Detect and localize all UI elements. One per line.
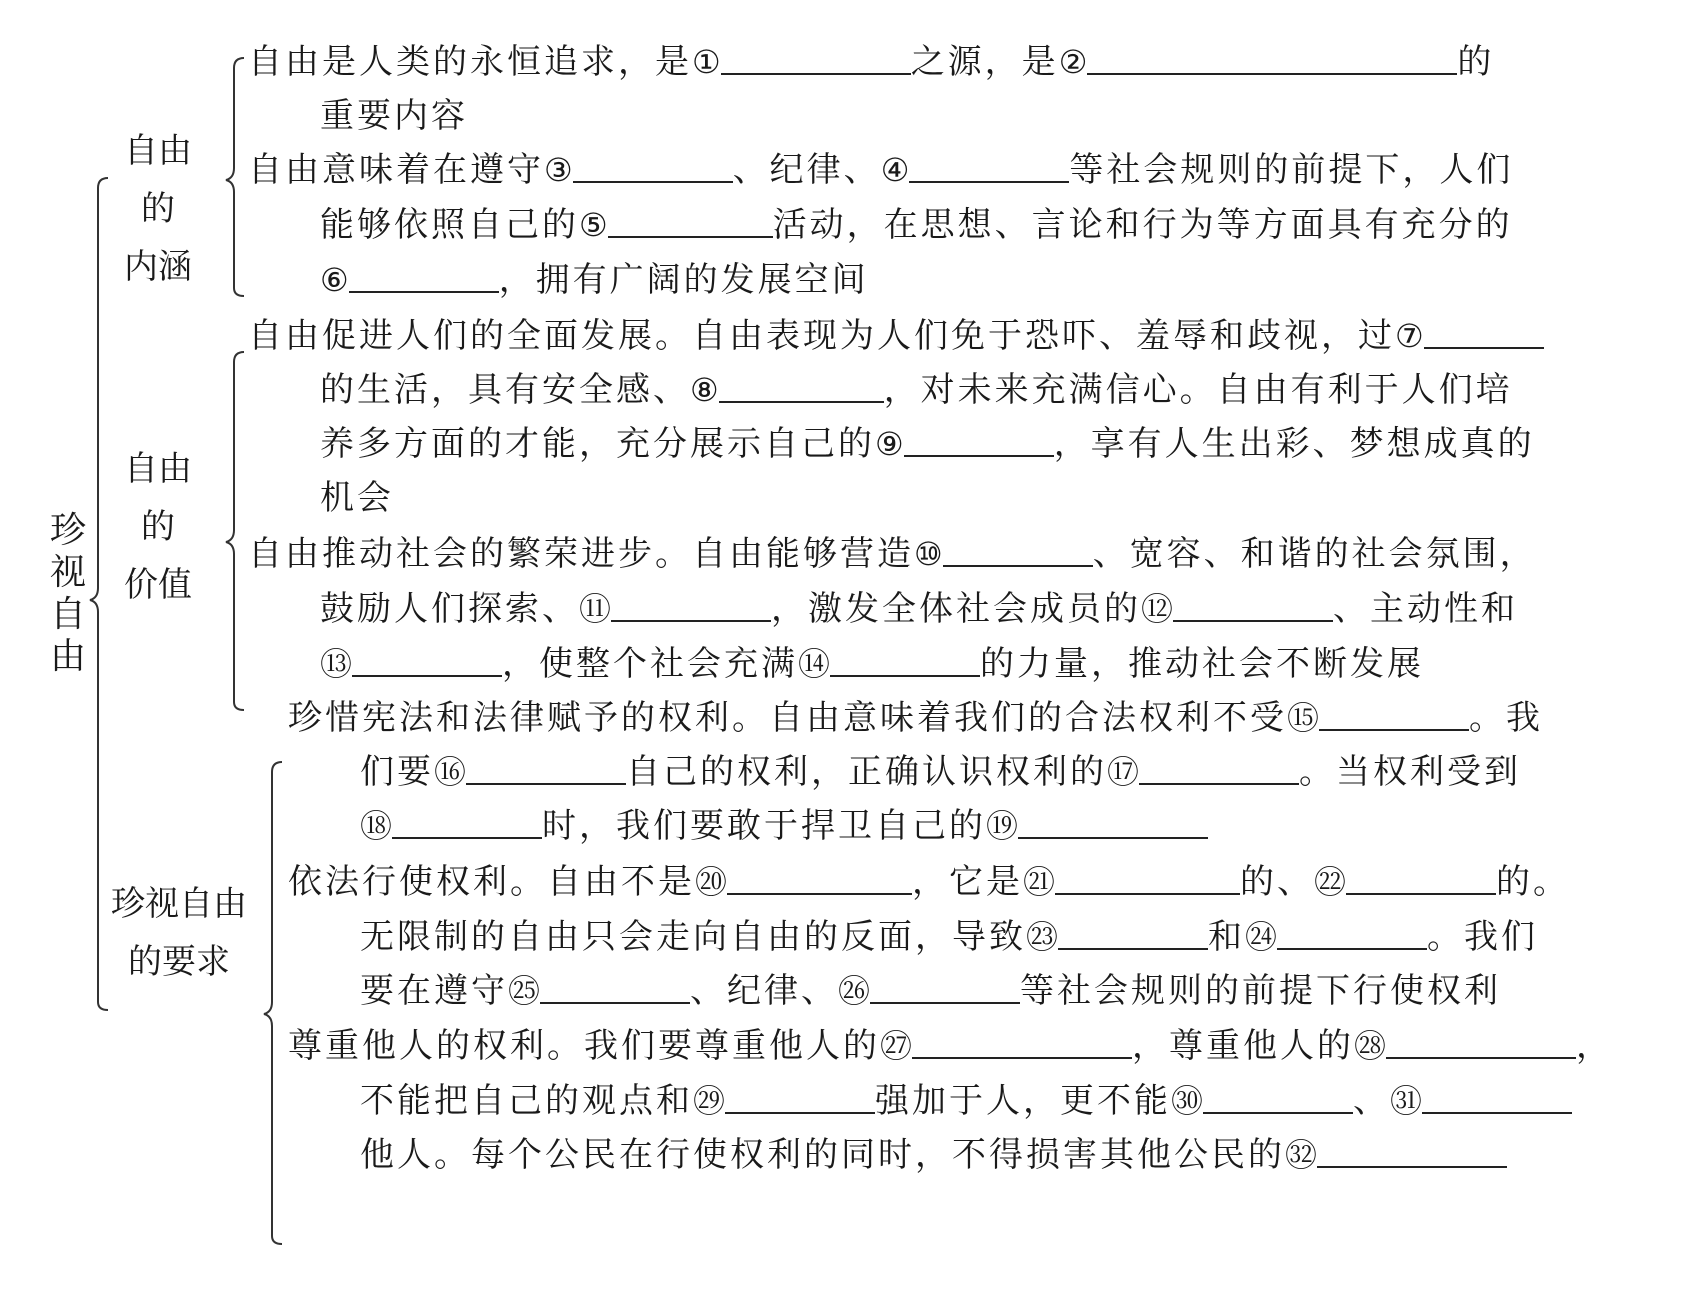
blank-number: ⑨ (875, 425, 904, 463)
content-line (288, 698, 1543, 738)
content-line (248, 42, 1494, 82)
fill-blank[interactable] (1319, 699, 1469, 731)
text-segment: 机会 (320, 478, 394, 518)
text-segment: 不能把自己的观点和 (360, 1081, 693, 1121)
blank-number: ⑩ (914, 535, 943, 573)
content-line (360, 1081, 1572, 1121)
blank-number: ⑳ (695, 863, 728, 901)
fill-blank[interactable] (352, 645, 502, 677)
blank-number: ④ (880, 151, 910, 189)
blank-number: ⑭ (798, 645, 831, 683)
content-line (320, 478, 394, 518)
text-segment: ，享有人生出彩、梦想成真的 (1053, 424, 1535, 464)
fill-blank[interactable] (870, 972, 1020, 1004)
fill-blank[interactable] (1203, 1082, 1353, 1114)
blank-number: ⑥ (320, 261, 349, 299)
blank-number: ㉛ (1390, 1082, 1423, 1120)
content-line (288, 1026, 1613, 1066)
blank-number: ⑧ (690, 371, 719, 409)
content-line (360, 752, 1521, 792)
text-segment: 、 (1353, 1081, 1391, 1121)
fill-blank[interactable] (349, 261, 499, 293)
text-segment: 能够依照自己的 (320, 205, 579, 245)
content-line (320, 424, 1535, 464)
fill-blank[interactable] (830, 645, 980, 677)
section-title-line: 自由的 (124, 131, 192, 229)
content-line (320, 589, 1518, 629)
blank-number: ㉘ (1354, 1027, 1387, 1065)
text-segment: 依法行使权利。自由不是 (288, 862, 695, 902)
content-line (360, 917, 1538, 957)
blank-number: ② (1058, 43, 1088, 81)
blank-number: ⑪ (579, 590, 612, 628)
section-title-line: 自由的 (124, 449, 192, 547)
content-line (360, 1135, 1507, 1175)
fill-blank[interactable] (719, 371, 884, 403)
text-segment: 他人。每个公民在行使权利的同时，不得损害其他公民的 (360, 1135, 1285, 1175)
fill-blank[interactable] (392, 807, 542, 839)
section-title (108, 122, 208, 296)
fill-blank[interactable] (1386, 1027, 1576, 1059)
fill-blank[interactable] (1087, 43, 1457, 75)
fill-blank[interactable] (725, 1082, 875, 1114)
blank-number: ㉓ (1026, 918, 1059, 956)
fill-blank[interactable] (904, 425, 1054, 457)
content-line (248, 534, 1537, 574)
text-segment: 的力量，推动社会不断发展 (980, 644, 1425, 684)
fill-blank[interactable] (1424, 317, 1544, 349)
blank-number: ⑮ (1287, 699, 1320, 737)
fill-blank[interactable] (1346, 863, 1496, 895)
fill-blank[interactable] (1139, 753, 1299, 785)
blank-number: ⑫ (1141, 590, 1174, 628)
fill-blank[interactable] (611, 590, 771, 622)
blank-number: ㉚ (1171, 1082, 1204, 1120)
section-title (104, 875, 254, 991)
text-segment: 自己的权利，正确认识权利的 (626, 752, 1108, 792)
text-segment: ，尊重他人的 (1132, 1026, 1355, 1066)
blank-number: ⑰ (1107, 753, 1140, 791)
text-segment: 的 (1457, 42, 1495, 82)
text-segment: 、宽容、和谐的社会氛围， (1092, 534, 1537, 574)
text-segment: 的、 (1240, 862, 1315, 902)
text-segment: ，激发全体社会成员的 (771, 589, 1142, 629)
text-segment: ，拥有广阔的发展空间 (498, 260, 869, 300)
blank-number: ⑤ (579, 206, 608, 244)
root-label: 珍视自由 (49, 510, 86, 677)
text-segment: 自由意味着在遵守 (248, 150, 544, 190)
text-segment: 。我 (1469, 698, 1544, 738)
fill-blank[interactable] (909, 151, 1069, 183)
text-segment: 珍惜宪法和法律赋予的权利。自由意味着我们的合法权利不受 (288, 698, 1287, 738)
fill-blank[interactable] (540, 972, 690, 1004)
text-segment: 。我们 (1427, 917, 1539, 957)
content-line (320, 260, 869, 300)
fill-blank[interactable] (1317, 1136, 1507, 1168)
content-line (248, 150, 1513, 190)
text-segment: 鼓励人们探索、 (320, 589, 579, 629)
blank-number: ㉙ (693, 1082, 726, 1120)
blank-number: ㉒ (1314, 863, 1347, 901)
fill-blank[interactable] (912, 1027, 1132, 1059)
blank-number: ㉜ (1285, 1136, 1318, 1174)
blank-number: ㉑ (1023, 863, 1056, 901)
content-line (360, 806, 1208, 846)
fill-blank[interactable] (1277, 918, 1427, 950)
text-segment: ，使整个社会充满 (502, 644, 799, 684)
fill-blank[interactable] (1173, 590, 1333, 622)
blank-number: ⑦ (1395, 317, 1424, 355)
text-segment: 强加于人，更不能 (875, 1081, 1172, 1121)
content-line (320, 644, 1424, 684)
content-line (248, 316, 1544, 356)
section-title-line: 内涵 (124, 247, 192, 287)
text-segment: ， (1576, 1026, 1614, 1066)
text-segment: 、主动性和 (1333, 589, 1519, 629)
text-segment: 时，我们要敢于捍卫自己的 (542, 806, 987, 846)
blank-number: ⑱ (360, 807, 393, 845)
section-title-line: 的要求 (128, 942, 230, 982)
content-line (288, 862, 1570, 902)
fill-blank[interactable] (1055, 863, 1240, 895)
blank-number: ㉔ (1245, 918, 1278, 956)
text-segment: 要在遵守 (360, 971, 508, 1011)
blank-number: ③ (544, 151, 573, 189)
text-segment: 自由是人类的永恒追求，是 (248, 42, 692, 82)
text-segment: 尊重他人的权利。我们要尊重他人的 (288, 1026, 880, 1066)
blank-number: ⑲ (986, 807, 1019, 845)
content-line (320, 370, 1513, 410)
text-segment: 等社会规则的前提下，人们 (1069, 150, 1514, 190)
blank-number: ㉕ (508, 972, 541, 1010)
blank-number: ㉖ (838, 972, 871, 1010)
blank-number: ① (692, 43, 721, 81)
blank-number: ㉗ (880, 1027, 913, 1065)
content-line (320, 96, 468, 136)
text-segment: 的。 (1496, 862, 1571, 902)
fill-blank[interactable] (721, 43, 911, 75)
text-segment: 们要 (360, 752, 434, 792)
fill-blank[interactable] (608, 206, 773, 238)
section-title-line: 价值 (124, 565, 192, 605)
fill-blank[interactable] (1018, 807, 1208, 839)
fill-blank[interactable] (573, 151, 733, 183)
text-segment: 、纪律、 (690, 971, 839, 1011)
fill-blank[interactable] (466, 753, 626, 785)
text-segment: 养多方面的才能，充分展示自己的 (320, 424, 875, 464)
text-segment: 之源，是 (910, 42, 1059, 82)
text-segment: 重要内容 (320, 96, 468, 136)
text-segment: 等社会规则的前提下行使权利 (1020, 971, 1502, 1011)
content-line (320, 205, 1513, 245)
blank-number: ⑯ (434, 753, 467, 791)
fill-blank[interactable] (1422, 1082, 1572, 1114)
blank-number: ⑬ (320, 645, 353, 683)
text-segment: ，它是 (912, 862, 1024, 902)
text-segment: ，对未来充满信心。自由有利于人们培 (883, 370, 1513, 410)
text-segment: 的生活，具有安全感、 (320, 370, 690, 410)
text-segment: 。当权利受到 (1299, 752, 1522, 792)
text-segment: 和 (1208, 917, 1246, 957)
fill-blank[interactable] (727, 863, 912, 895)
text-segment: 、纪律、 (732, 150, 881, 190)
section-title-line: 珍视自由 (111, 884, 247, 924)
text-segment: 自由促进人们的全面发展。自由表现为人们免于恐吓、羞辱和歧视，过 (248, 316, 1395, 356)
section-title (108, 440, 208, 614)
content-line (360, 971, 1501, 1011)
fill-blank[interactable] (943, 535, 1093, 567)
text-segment: 活动，在思想、言论和行为等方面具有充分的 (772, 205, 1513, 245)
text-segment: 自由推动社会的繁荣进步。自由能够营造 (248, 534, 914, 574)
text-segment: 无限制的自由只会走向自由的反面，导致 (360, 917, 1026, 957)
fill-blank[interactable] (1058, 918, 1208, 950)
